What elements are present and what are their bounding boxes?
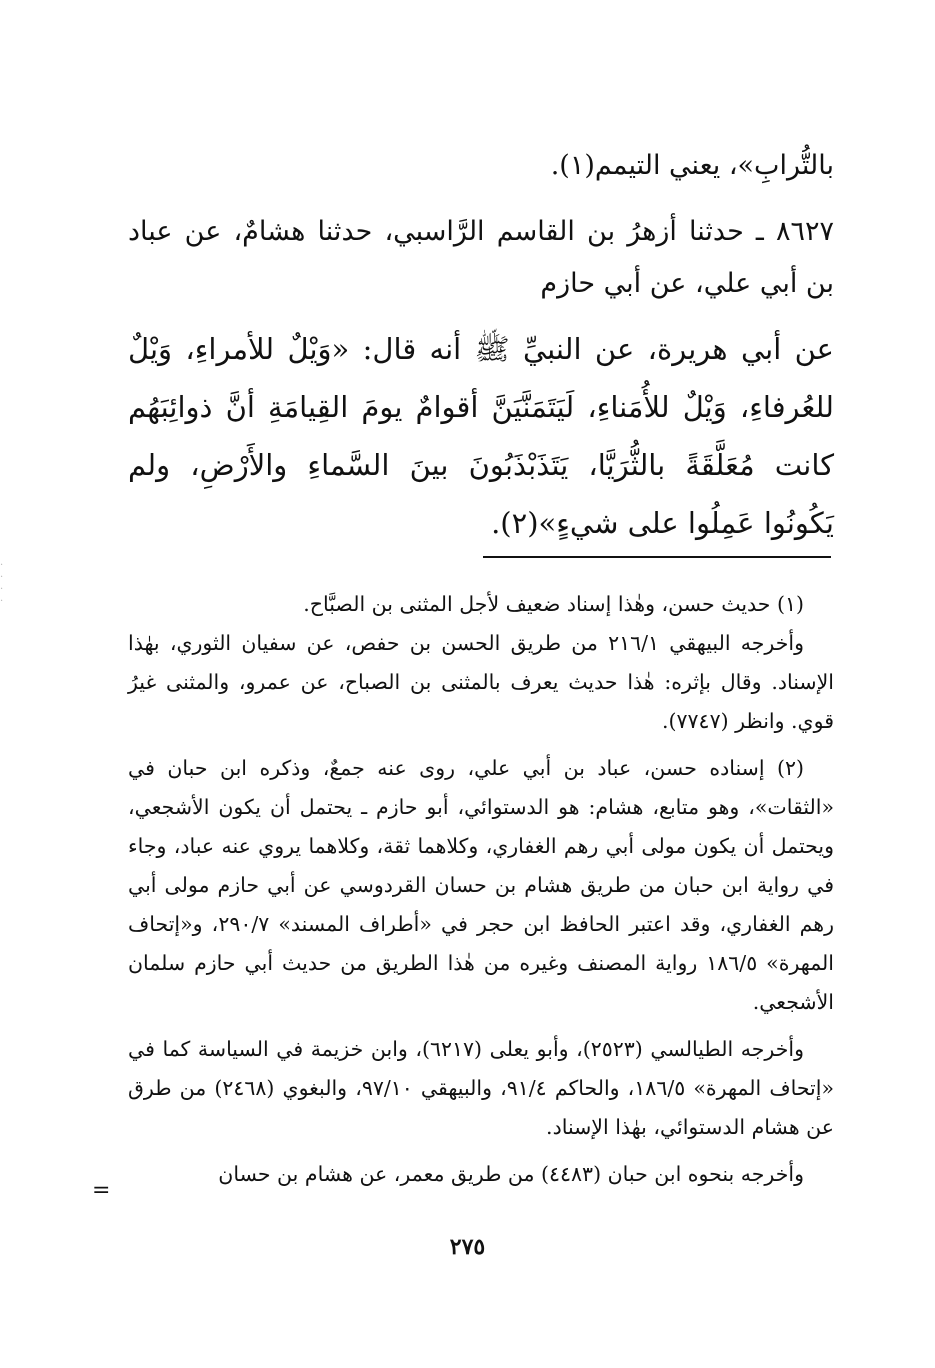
footnote-2-takhrij: وأخرجه الطيالسي (٢٥٢٣)، وأبو يعلى (٦٢١٧)، وابن خزيمة في السياسة كما في «إتحاف المهرة» ١٨٦/٥، والحاكم ٩١/٤، والبيهقي ٩٧/١٠، والبغوي (٢٤٦٨) من طرق عن هشام الدستوائي، بهٰذا الإسناد. xyxy=(128,1037,834,1139)
hadith-tail-paragraph: بالتُّرابِ»، يعني التيمم(١). xyxy=(550,150,834,181)
margin-artifact: · · · · xyxy=(0,560,4,607)
footnote-separator xyxy=(483,556,831,558)
footnote-2: (٢) إسناده حسن، عباد بن أبي علي، روى عنه جمعٌ، وذكره ابن حبان في «الثقات»، وهو متابع، هشام: هو الدستوائي، أبو حازم ـ يحتمل أن يكون الأشجعي، ويحتمل أن يكون مولى أبي رهم الغفاري، وكلاهما ثقة، وكلاهما يروي عنه عباد، وجاء في رواية ابن حبان من طريق هشام بن حسان القردوسي عن أبي حازم مولى أبي رهم الغفاري، وقد اعتبر الحافظ ابن حجر في «أطراف المسند» ٢٩٠/٧، و«إتحاف المهرة» ١٨٦/٥ رواية المصنف وغيره من هٰذا الطريق من حديث أبي حازم سلمان الأشجعي. xyxy=(128,756,834,1014)
page-number: ٢٧٥ xyxy=(449,1234,486,1260)
main-text xyxy=(128,140,834,552)
hadith-text-paragraph: عن أبي هريرة، عن النبيِّ ﷺ أنه قال: «وَيْلٌ للأمراءِ، وَيْلٌ للعُرفاءِ، وَيْلٌ للأُمَناءِ، لَيَتَمَنَّيَنَّ أقوامٌ يومَ القِيامَةِ أنَّ ذوائِبَهُم كانت مُعَلَّقَةً بالثُّرَيَّا، يَتَذَبْذَبُونَ بينَ السَّماءِ والأَرْضِ، ولم يَكُونُوا عَمِلُوا على شيءٍ»(٢). xyxy=(128,332,834,540)
isnad-paragraph: ٨٦٢٧ ـ حدثنا أزهرُ بن القاسم الرَّاسبي، حدثنا هشامٌ، عن عباد بن أبي علي، عن أبي حازم xyxy=(128,216,834,299)
footnote-1-continuation: وأخرجه البيهقي ٢١٦/١ من طريق الحسن بن حفص، عن سفيان الثوري، بهٰذا الإسناد. وقال بإثره: هٰذا حديث يعرف بالمثنى بن الصباح، عن عمرو، والمثنى غيرُ قوي. وانظر (٧٧٤٧). xyxy=(128,631,834,733)
footnotes xyxy=(128,585,834,1194)
continuation-mark: = xyxy=(92,1178,111,1203)
footnote-1: (١) حديث حسن، وهٰذا إسناد ضعيف لأجل المثنى بن الصبَّاح. xyxy=(303,592,804,616)
footnote-2-takhrij-continued: وأخرجه بنحوه ابن حبان (٤٤٨٣) من طريق معمر، عن هشام بن حسان xyxy=(218,1162,804,1186)
